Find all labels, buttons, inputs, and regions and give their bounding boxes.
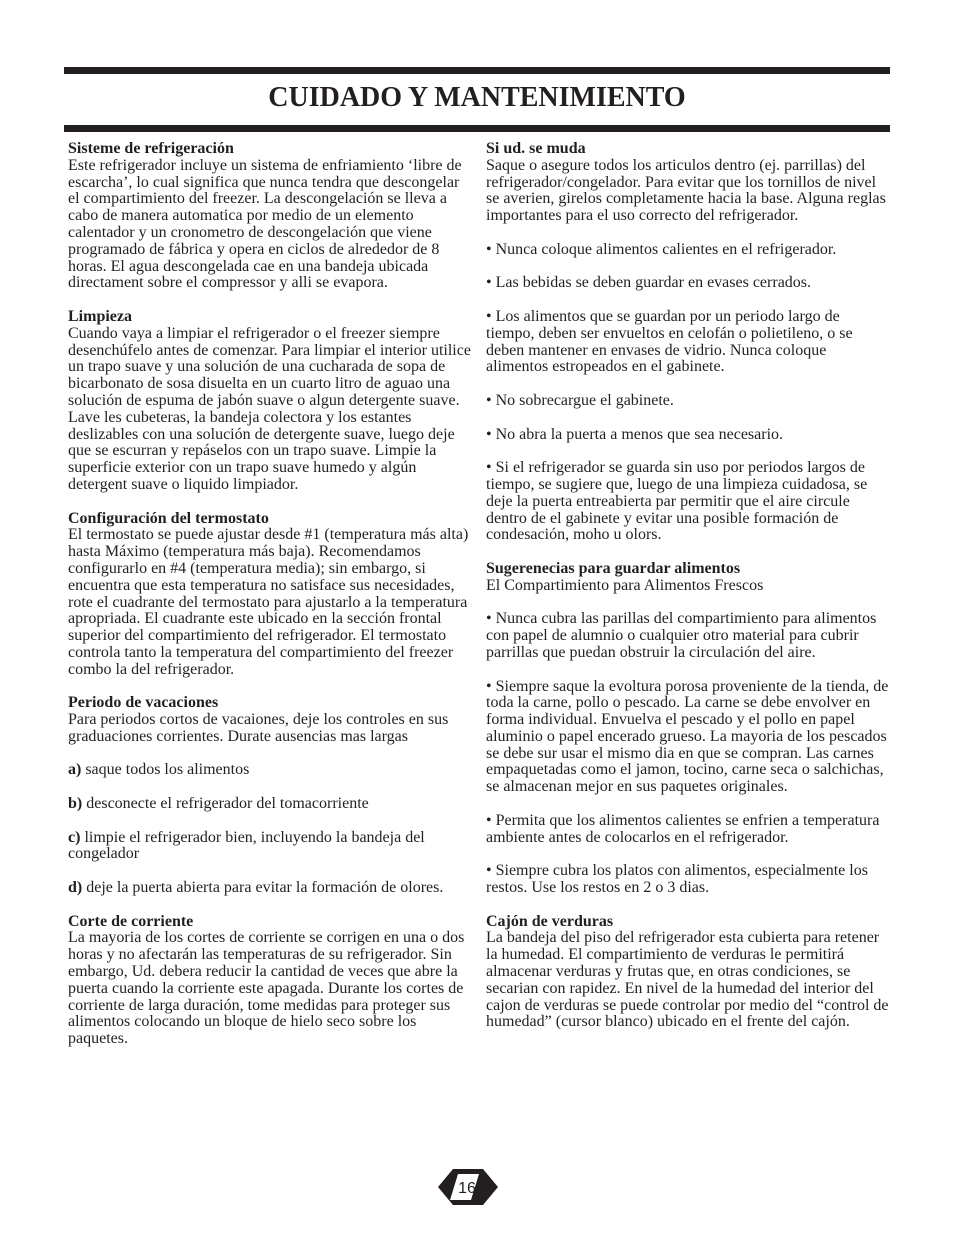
list-item: • Nunca coloque alimentos calientes en el refrigerador.	[486, 240, 837, 258]
list-item: • No sobrecargue el gabinete.	[486, 391, 674, 409]
section-food-storage-tips	[486, 561, 890, 897]
section-body: El termostato se puede ajustar desde #1 (temperatura más alta) hasta Máximo (temperatura más baja). Recomendamos configurarlo en #4 (temperatura media); sin embargo, si encuentra que esta temperatura no satisface sus necesidades, rote el cuadrante del termostato para ajustarlo a la temperatura apropriada. El cuadrante este ubicado en la sección frontal superior del compartimiento del refrigerador. El termostato controla tanto la temperatura del compartimiento del freezer combo la del refrigerador.	[68, 526, 469, 678]
section-heading: Limpieza	[68, 307, 132, 325]
section-body: Cuando vaya a limpiar el refrigerador o el freezer siempre desenchúfelo antes de comenzar. Para limpiar el interior utilice un trapo suave y una solución de una cucharada de sopa de bicarbonato de sosa disuelta en un cuarto litro de aguao una solución de espuma de jabón suave o algun detergente suave. Lave les cubeteras, la bandeja colectora y los estantes deslizables con una solución de detergente suave, luego deje que se escurran y repáselos con un trapo suave. Limpie la superficie exterior con un trapo suave humedo y algún detergent suave o liquido limpiador.	[68, 324, 471, 493]
step-letter: b)	[68, 795, 83, 813]
title-bottom-rule	[64, 125, 890, 132]
page-title: CUIDADO Y MANTENIMIENTO	[268, 82, 686, 113]
section-body: La bandeja del piso del refrigerador esta cubierta para retener la humedad. El compartimiento de verduras le permitirá almacenar verduras y frutas que, en otras condiciones, se secarian con rapidez. En nivel de la humedad del interior del cajon de verduras se puede controlar por medio del “control de humedad” (cursor blanco) ubicado en el frente del cajón.	[486, 929, 889, 1031]
list-item: • Siempre cubra los platos con alimentos, especialmente los restos. Use los restos en 2 o 3 dias.	[486, 862, 868, 897]
section-body: Saque o asegure todos los articulos dentro (ej. parrillas) del refrigerador/congelador. Para evitar que los tornillos de nivel se averien, girelos completamente hacia la base. Alguna reglas importantes para el uso correcto del refrigerador.	[486, 156, 886, 225]
section-moving	[486, 141, 890, 544]
list-item: • Los alimentos que se guardan por un periodo largo de tiempo, deben ser envueltos en celofán o polietileno, o se deben mantener en envases de vidrio. Nunca coloque alimentos estropeados en el gabinete.	[486, 307, 853, 376]
step-text: saque todos los alimentos	[81, 761, 250, 779]
vacation-step-d	[68, 880, 473, 897]
page-number: 16	[458, 1180, 476, 1197]
section-vegetable-drawer	[486, 914, 890, 1032]
vacation-step-c	[68, 830, 473, 864]
vacation-step-a	[68, 762, 473, 779]
list-item: • Las bebidas se deben guardar en evases cerrados.	[486, 274, 812, 292]
section-subheading: El Compartimiento para Alimentos Frescos	[486, 576, 764, 594]
list-item: • Si el refrigerador se guarda sin uso por periodos largos de tiempo, se sugiere que, luego de una limpieza cuidadosa, se deje la puerta entreabierta par permitir que el aire circule dentro de el gabinete y evitar una posible formación de condesación, moho u olors.	[486, 459, 868, 544]
section-body: Este refrigerador incluye un sistema de enfriamiento ‘libre de escarcha’, lo cual significa que nunca tendra que descongelar el compartimiento del freezer. La descongelación se lleva a cabo de manera automatica por medio de un elemento calentador y un cronometro de descongelación que viene programado de fábrica y opera en ciclos de alrededor de 8 horas. El agua descongelada cae en una bandeja ubicada directament sobre el compressor y alli se evapora.	[68, 156, 462, 292]
list-item: • Permita que los alimentos calientes se enfrien a temperatura ambiente antes de colocarlos en el refrigerador.	[486, 811, 880, 846]
section-heading: Sisteme de refrigeración	[68, 140, 234, 157]
section-power-outage	[68, 914, 473, 1048]
section-heading: Cajón de verduras	[486, 912, 614, 930]
section-heading: Configuración del termostato	[68, 509, 269, 527]
step-text: desconecte el refrigerador del tomacorriente	[82, 795, 369, 813]
section-heading: Sugerenecias para guardar alimentos	[486, 559, 741, 577]
list-item: • Nunca cubra las parillas del compartimiento para alimentos con papel de alumnio o cualquier otro material para cubrir parrillas que puedan obstruir la circulación del aire.	[486, 610, 877, 661]
step-letter: a)	[68, 761, 82, 779]
page-number-badge	[438, 1166, 498, 1208]
section-body: La mayoria de los cortes de corriente se corrigen en una o dos horas y no afectarán las temperaturas de su refrigerador. Sin embargo, Ud. debera reducir la cantidad de veces que abre la puerta cuando la corriente este apagada. Durante los cortes de corriente de larga duración, tome medidas para proteger sus alimentos colocando un bloque de hielo seco sobre los paquetes.	[68, 929, 465, 1048]
section-thermostat	[68, 511, 473, 679]
section-heading: Si ud. se muda	[486, 140, 586, 157]
section-body: Para periodos cortos de vacaiones, deje los controles en sus graduaciones corrientes. Durate ausencias mas largas	[68, 711, 449, 745]
vacation-step-b	[68, 796, 473, 813]
step-text: limpie el refrigerador bien, incluyendo la bandeja del congelador	[68, 828, 425, 863]
step-letter: d)	[68, 879, 83, 897]
list-item: • No abra la puerta a menos que sea necesario.	[486, 425, 784, 443]
list-item: • Siempre saque la evoltura porosa proveniente de la tienda, de toda la carne, pollo o pescado. La carne se debe envolver en forma individual. Envuelva el pescado y el pollo en papel aluminio o papel encerado grueso. La mayoria de los pescados se debe sur usar el mismo dia en que se compran. Las carnes empaquetadas como el jamon, tocino, carne seca o salchichas, se almacenan mejor en sus paquetes originales.	[486, 677, 889, 796]
section-vacation	[68, 695, 473, 897]
top-rule	[64, 67, 890, 74]
section-refrigeration-system	[68, 141, 473, 292]
step-letter: c)	[68, 828, 81, 846]
section-cleaning	[68, 309, 473, 494]
step-text: deje la puerta abierta para evitar la formación de olores.	[82, 879, 444, 897]
right-column	[486, 141, 890, 1048]
left-column	[68, 141, 473, 1065]
section-heading: Periodo de vacaciones	[68, 694, 219, 712]
section-heading: Corte de corriente	[68, 912, 194, 930]
